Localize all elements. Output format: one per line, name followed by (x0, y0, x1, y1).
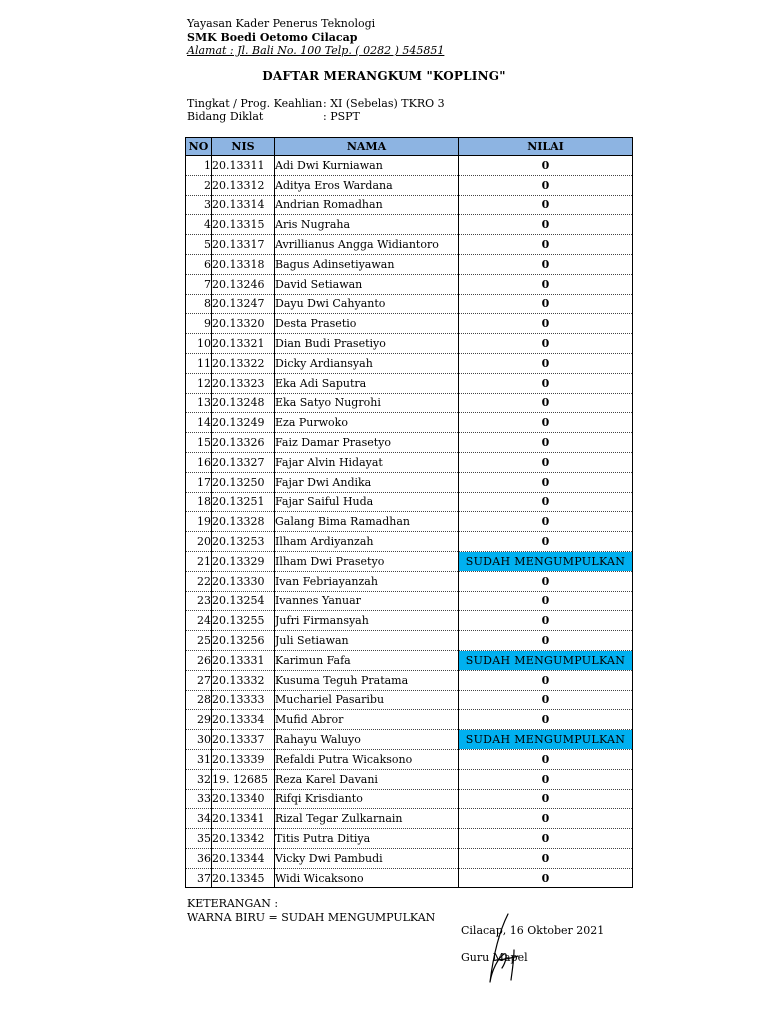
cell-no: 25 (186, 631, 212, 651)
table-body (186, 156, 633, 888)
cell-nilai: 0 (459, 749, 633, 769)
cell-no: 23 (186, 591, 212, 611)
cell-nilai: 0 (459, 611, 633, 631)
cell-nis: 20.13321 (212, 334, 275, 354)
cell-nilai: 0 (459, 274, 633, 294)
cell-nama: Refaldi Putra Wicaksono (275, 749, 459, 769)
foundation-name: Yayasan Kader Penerus Teknologi (187, 17, 376, 30)
table-row (186, 373, 633, 393)
cell-nilai: 0 (459, 789, 633, 809)
legend-heading: KETERANGAN : (187, 897, 279, 910)
table-row (186, 848, 633, 868)
cell-nilai: SUDAH MENGUMPULKAN (459, 551, 633, 571)
table-row (186, 829, 633, 849)
cell-no: 9 (186, 314, 212, 334)
table-row (186, 670, 633, 690)
cell-nis: 20.13311 (212, 156, 275, 176)
cell-no: 16 (186, 452, 212, 472)
cell-nama: Muchariel Pasaribu (275, 690, 459, 710)
table-row (186, 571, 633, 591)
cell-nis: 20.13341 (212, 809, 275, 829)
meta-field-value: : PSPT (323, 110, 360, 123)
table-row (186, 690, 633, 710)
cell-no: 32 (186, 769, 212, 789)
table-row (186, 532, 633, 552)
cell-no: 17 (186, 472, 212, 492)
cell-no: 10 (186, 334, 212, 354)
cell-nama: Galang Bima Ramadhan (275, 512, 459, 532)
cell-nama: Dian Budi Prasetiyo (275, 334, 459, 354)
cell-nama: Titis Putra Ditiya (275, 829, 459, 849)
cell-nis: 20.13250 (212, 472, 275, 492)
table-row (186, 175, 633, 195)
cell-nilai: 0 (459, 868, 633, 888)
cell-no: 2 (186, 175, 212, 195)
cell-nilai: 0 (459, 452, 633, 472)
cell-no: 26 (186, 650, 212, 670)
cell-nilai: 0 (459, 413, 633, 433)
cell-nama: Mufid Abror (275, 710, 459, 730)
school-name: SMK Boedi Oetomo Cilacap (187, 31, 358, 44)
cell-nama: Bagus Adinsetiyawan (275, 254, 459, 274)
cell-nis: 20.13330 (212, 571, 275, 591)
cell-nama: Fajar Saiful Huda (275, 492, 459, 512)
cell-nis: 20.13320 (212, 314, 275, 334)
col-header-nama: NAMA (275, 138, 459, 156)
table-row (186, 215, 633, 235)
col-header-nis: NIS (212, 138, 275, 156)
cell-nama: Dicky Ardiansyah (275, 353, 459, 373)
cell-nis: 20.13340 (212, 789, 275, 809)
cell-no: 7 (186, 274, 212, 294)
table-row (186, 274, 633, 294)
cell-no: 11 (186, 353, 212, 373)
table-row (186, 809, 633, 829)
cell-nilai: 0 (459, 571, 633, 591)
cell-nilai: 0 (459, 848, 633, 868)
cell-nis: 19. 12685 (212, 769, 275, 789)
cell-nilai: 0 (459, 631, 633, 651)
cell-nilai: 0 (459, 769, 633, 789)
cell-nis: 20.13323 (212, 373, 275, 393)
cell-nis: 20.13329 (212, 551, 275, 571)
cell-nilai: 0 (459, 690, 633, 710)
meta-field-label: Bidang Diklat (187, 110, 264, 123)
table-row (186, 393, 633, 413)
table-row (186, 294, 633, 314)
cell-nis: 20.13333 (212, 690, 275, 710)
table-row (186, 452, 633, 472)
table-row (186, 156, 633, 176)
cell-no: 6 (186, 254, 212, 274)
cell-nis: 20.13249 (212, 413, 275, 433)
cell-nama: Ilham Ardiyanzah (275, 532, 459, 552)
cell-nilai: 0 (459, 334, 633, 354)
cell-no: 14 (186, 413, 212, 433)
cell-no: 19 (186, 512, 212, 532)
cell-nama: Dayu Dwi Cahyanto (275, 294, 459, 314)
table-row (186, 730, 633, 750)
cell-nilai: 0 (459, 591, 633, 611)
cell-nilai: 0 (459, 254, 633, 274)
cell-nama: David Setiawan (275, 274, 459, 294)
meta-field (187, 110, 360, 123)
table-row (186, 591, 633, 611)
cell-nama: Desta Prasetio (275, 314, 459, 334)
col-header-nilai: NILAI (459, 138, 633, 156)
cell-nama: Ivannes Yanuar (275, 591, 459, 611)
table-row (186, 512, 633, 532)
cell-nis: 20.13322 (212, 353, 275, 373)
cell-no: 29 (186, 710, 212, 730)
cell-nama: Faiz Damar Prasetyo (275, 433, 459, 453)
handwritten-signature (478, 910, 528, 990)
cell-nis: 20.13332 (212, 670, 275, 690)
cell-no: 33 (186, 789, 212, 809)
cell-nis: 20.13248 (212, 393, 275, 413)
cell-nama: Kusuma Teguh Pratama (275, 670, 459, 690)
table-row (186, 334, 633, 354)
cell-nilai: 0 (459, 710, 633, 730)
table-row (186, 235, 633, 255)
school-address: Alamat : Jl. Bali No. 100 Telp. ( 0282 ) 545851 (187, 44, 445, 57)
cell-no: 31 (186, 749, 212, 769)
table-row (186, 314, 633, 334)
cell-no: 5 (186, 235, 212, 255)
cell-nilai: 0 (459, 353, 633, 373)
table-row (186, 611, 633, 631)
table-row (186, 413, 633, 433)
cell-nilai: 0 (459, 393, 633, 413)
cell-nama: Aditya Eros Wardana (275, 175, 459, 195)
student-table (185, 137, 633, 888)
cell-nama: Ivan Febriayanzah (275, 571, 459, 591)
cell-nis: 20.13342 (212, 829, 275, 849)
cell-nama: Karimun Fafa (275, 650, 459, 670)
cell-nama: Rahayu Waluyo (275, 730, 459, 750)
cell-nis: 20.13312 (212, 175, 275, 195)
cell-nama: Rizal Tegar Zulkarnain (275, 809, 459, 829)
cell-nilai: 0 (459, 215, 633, 235)
cell-nama: Andrian Romadhan (275, 195, 459, 215)
cell-nis: 20.13256 (212, 631, 275, 651)
cell-nilai: 0 (459, 175, 633, 195)
cell-no: 35 (186, 829, 212, 849)
cell-nama: Eka Satyo Nugrohi (275, 393, 459, 413)
cell-no: 24 (186, 611, 212, 631)
cell-nilai: 0 (459, 195, 633, 215)
table-row (186, 353, 633, 373)
cell-no: 27 (186, 670, 212, 690)
cell-nama: Jufri Firmansyah (275, 611, 459, 631)
cell-no: 8 (186, 294, 212, 314)
cell-no: 22 (186, 571, 212, 591)
cell-no: 18 (186, 492, 212, 512)
cell-nis: 20.13318 (212, 254, 275, 274)
cell-nilai: 0 (459, 156, 633, 176)
cell-no: 37 (186, 868, 212, 888)
table-row (186, 789, 633, 809)
cell-nis: 20.13247 (212, 294, 275, 314)
table-header-row (186, 138, 633, 156)
col-header-no: NO (186, 138, 212, 156)
cell-nama: Aris Nugraha (275, 215, 459, 235)
cell-nama: Rifqi Krisdianto (275, 789, 459, 809)
cell-nis: 20.13345 (212, 868, 275, 888)
cell-no: 30 (186, 730, 212, 750)
cell-no: 28 (186, 690, 212, 710)
cell-no: 3 (186, 195, 212, 215)
cell-nis: 20.13339 (212, 749, 275, 769)
cell-nilai: 0 (459, 492, 633, 512)
table-row (186, 195, 633, 215)
cell-nama: Ilham Dwi Prasetyo (275, 551, 459, 571)
cell-nis: 20.13315 (212, 215, 275, 235)
cell-nama: Vicky Dwi Pambudi (275, 848, 459, 868)
table-row (186, 650, 633, 670)
cell-nis: 20.13331 (212, 650, 275, 670)
table-row (186, 492, 633, 512)
cell-nama: Eza Purwoko (275, 413, 459, 433)
cell-no: 4 (186, 215, 212, 235)
cell-nilai: 0 (459, 373, 633, 393)
cell-nilai: 0 (459, 670, 633, 690)
cell-nis: 20.13344 (212, 848, 275, 868)
cell-nilai: 0 (459, 532, 633, 552)
cell-nilai: 0 (459, 512, 633, 532)
table-row (186, 472, 633, 492)
meta-level-value: : XI (Sebelas) TKRO 3 (323, 97, 445, 110)
cell-nilai: 0 (459, 433, 633, 453)
cell-nilai: 0 (459, 294, 633, 314)
cell-nama: Fajar Alvin Hidayat (275, 452, 459, 472)
table-row (186, 551, 633, 571)
table-row (186, 868, 633, 888)
cell-nis: 20.13314 (212, 195, 275, 215)
cell-no: 12 (186, 373, 212, 393)
cell-no: 36 (186, 848, 212, 868)
cell-nilai: 0 (459, 829, 633, 849)
table-row (186, 254, 633, 274)
table-row (186, 631, 633, 651)
cell-nilai: 0 (459, 314, 633, 334)
cell-nilai: SUDAH MENGUMPULKAN (459, 650, 633, 670)
cell-nis: 20.13251 (212, 492, 275, 512)
cell-nama: Avrillianus Angga Widiantoro (275, 235, 459, 255)
cell-nis: 20.13253 (212, 532, 275, 552)
cell-nis: 20.13254 (212, 591, 275, 611)
cell-no: 21 (186, 551, 212, 571)
meta-level-label: Tingkat / Prog. Keahlian (187, 97, 323, 110)
cell-nama: Reza Karel Davani (275, 769, 459, 789)
cell-nis: 20.13326 (212, 433, 275, 453)
signature-role: Guru Mapel (461, 951, 528, 964)
table-row (186, 710, 633, 730)
cell-nis: 20.13337 (212, 730, 275, 750)
cell-nama: Juli Setiawan (275, 631, 459, 651)
cell-nilai: SUDAH MENGUMPULKAN (459, 730, 633, 750)
cell-nis: 20.13328 (212, 512, 275, 532)
signature-place-date: Cilacap, 16 Oktober 2021 (461, 924, 605, 937)
cell-nama: Eka Adi Saputra (275, 373, 459, 393)
cell-nilai: 0 (459, 235, 633, 255)
cell-nilai: 0 (459, 472, 633, 492)
cell-nilai: 0 (459, 809, 633, 829)
cell-no: 20 (186, 532, 212, 552)
cell-nis: 20.13246 (212, 274, 275, 294)
table-row (186, 769, 633, 789)
legend-text: WARNA BIRU = SUDAH MENGUMPULKAN (187, 911, 436, 924)
meta-level (187, 97, 445, 110)
cell-nis: 20.13317 (212, 235, 275, 255)
cell-nama: Adi Dwi Kurniawan (275, 156, 459, 176)
cell-nama: Widi Wicaksono (275, 868, 459, 888)
cell-nama: Fajar Dwi Andika (275, 472, 459, 492)
cell-no: 13 (186, 393, 212, 413)
cell-nis: 20.13334 (212, 710, 275, 730)
cell-no: 1 (186, 156, 212, 176)
document-title: DAFTAR MERANGKUM "KOPLING" (262, 69, 506, 83)
cell-nis: 20.13327 (212, 452, 275, 472)
table-row (186, 749, 633, 769)
cell-nis: 20.13255 (212, 611, 275, 631)
cell-no: 34 (186, 809, 212, 829)
cell-no: 15 (186, 433, 212, 453)
table-row (186, 433, 633, 453)
